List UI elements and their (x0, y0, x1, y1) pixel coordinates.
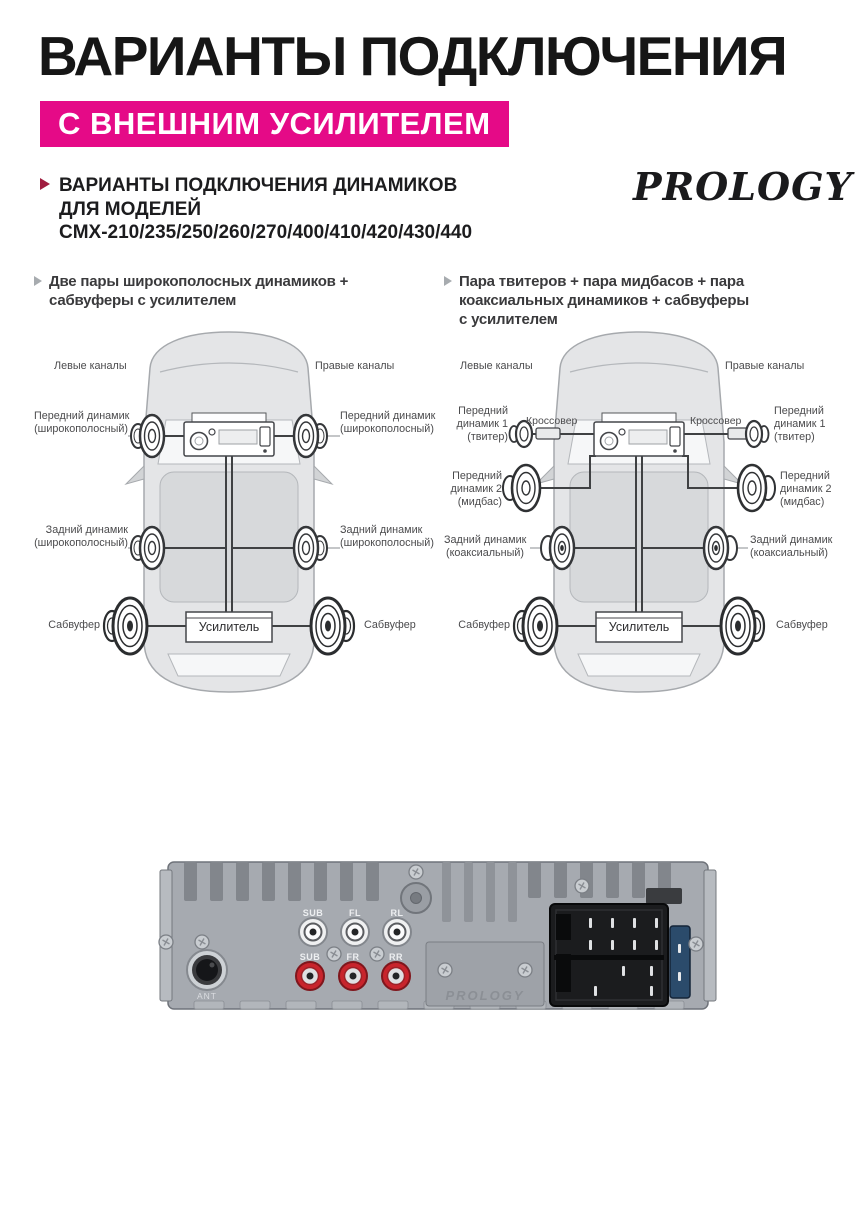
right-channels-label: Правые каналы (725, 360, 805, 372)
left-channels-label: Левые каналы (460, 360, 533, 372)
rca-jack-rr (382, 962, 410, 990)
left-subwoofer-label: Сабвуфер (458, 619, 510, 631)
screw-icon (409, 865, 423, 879)
rear-left-coaxial-speaker (541, 527, 574, 569)
screw-icon (195, 935, 209, 949)
antenna-jack (187, 950, 227, 990)
embossed-brand-text: PROLOGY (445, 988, 525, 1003)
front-right-speaker-label: Передний динамик (широкополосный) (340, 410, 436, 436)
blue-connector (670, 926, 690, 998)
front-right-speaker (294, 415, 327, 457)
screw-icon (689, 937, 703, 951)
rear-panel-figure (158, 858, 718, 1018)
rca-jack-sub-bottom (296, 962, 324, 990)
rear-right-speaker (294, 527, 327, 569)
amplifier-label: Усилитель (198, 620, 260, 634)
intro-block (40, 174, 472, 245)
front-left-tweeter-label: Передний динамик 1 (твитер) (456, 405, 508, 444)
heading-line: Две пары широкополосных динамиков + (49, 273, 349, 290)
screw-icon (159, 935, 173, 949)
right-channels-label: Правые каналы (315, 360, 395, 372)
page-title: ВАРИАНТЫ ПОДКЛЮЧЕНИЯ (38, 25, 787, 87)
intro-line-1: ВАРИАНТЫ ПОДКЛЮЧЕНИЯ ДИНАМИКОВ (59, 175, 458, 196)
rear-right-coaxial-speaker (704, 527, 737, 569)
heading-line: Пара твитеров + пара мидбасов + пара (459, 273, 744, 290)
left-subwoofer (514, 598, 557, 654)
front-left-midbass (503, 465, 540, 511)
diagram-component-speakers (444, 272, 856, 702)
rear-left-speaker-label: Задний динамик (коаксиальный) (444, 534, 527, 560)
rear-right-speaker-label: Задний динамик (коаксиальный) (750, 534, 833, 560)
right-subwoofer-label: Сабвуфер (364, 619, 416, 631)
ant-label: ANT (197, 991, 217, 1001)
rear-right-speaker-label: Задний динамик (широкополосный) (340, 524, 434, 550)
prology-logo: PROLOGY (633, 164, 853, 209)
screw-icon (438, 963, 452, 977)
screw-icon (518, 963, 532, 977)
crossover-left-label: Кроссовер (526, 415, 578, 427)
front-right-tweeter-label: Передний динамик 1 (твитер) (774, 405, 826, 444)
heading-line: коаксиальных динамиков + сабвуферы (459, 292, 749, 309)
front-right-midbass (738, 465, 775, 511)
iso-connector (550, 888, 682, 1006)
front-right-tweeter (746, 421, 769, 447)
right-mounting-flange (704, 870, 716, 1001)
vent-hole-center (411, 893, 422, 904)
rca-jack-rl (383, 918, 411, 946)
head-unit (594, 413, 684, 456)
jack-label-fl: FL (349, 908, 361, 918)
heading-line: с усилителем (459, 311, 558, 328)
left-channels-label: Левые каналы (54, 360, 127, 372)
amplifier-label: Усилитель (608, 620, 670, 634)
rear-left-speaker (131, 527, 164, 569)
rear-left-speaker-label: Задний динамик (широкополосный) (34, 524, 128, 550)
jack-label-rr: RR (389, 952, 403, 962)
jack-label-sub-top: SUB (302, 908, 324, 918)
jack-label-fr: FR (346, 952, 360, 962)
jack-label-sub-bottom: SUB (299, 952, 321, 962)
left-subwoofer (104, 598, 147, 654)
head-unit (184, 413, 274, 456)
heading-line: сабвуферы с усилителем (49, 292, 237, 309)
right-subwoofer (721, 598, 764, 654)
rca-jack-fl (341, 918, 369, 946)
jack-label-rl: RL (390, 908, 404, 918)
front-left-speaker (131, 415, 164, 457)
crossover-right-label: Кроссовер (690, 415, 742, 427)
car-diagram-left-figure (34, 272, 438, 702)
diagram-fullrange-speakers (34, 272, 438, 702)
intro-line-3: CMX-210/235/250/260/270/400/410/420/430/440 (59, 222, 473, 243)
screw-icon (327, 947, 341, 961)
rca-jack-fr (339, 962, 367, 990)
intro-line-2: ДЛЯ МОДЕЛЕЙ (59, 198, 202, 220)
right-subwoofer-label: Сабвуфер (776, 619, 828, 631)
rear-panel-drawing (158, 858, 718, 1018)
left-subwoofer-label: Сабвуфер (48, 619, 100, 631)
bullet-arrow-icon (40, 178, 50, 190)
right-subwoofer (311, 598, 354, 654)
front-left-midbass-label: Передний динамик 2 (мидбас) (450, 470, 502, 509)
screw-icon (370, 947, 384, 961)
crossover-left-box (536, 428, 560, 439)
front-right-midbass-label: Передний динамик 2 (мидбас) (780, 470, 832, 509)
front-left-speaker-label: Передний динамик (широкополосный) (34, 410, 130, 436)
rca-jack-sub-top (299, 918, 327, 946)
screw-icon (575, 879, 589, 893)
intro-text (59, 174, 472, 245)
subtitle-banner: С ВНЕШНИМ УСИЛИТЕЛЕМ (40, 101, 509, 147)
